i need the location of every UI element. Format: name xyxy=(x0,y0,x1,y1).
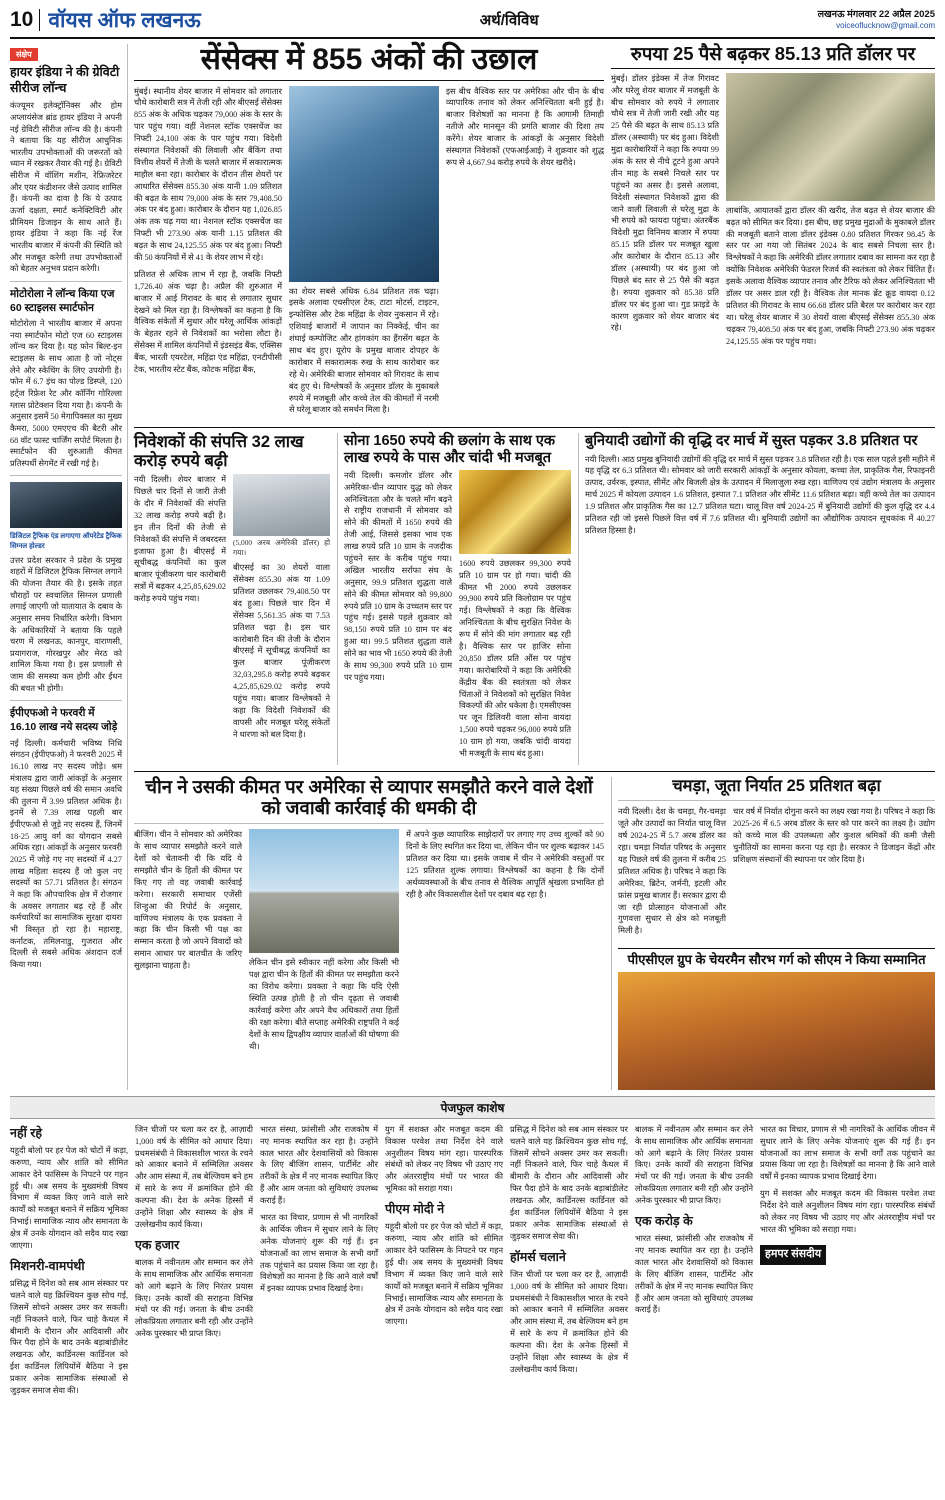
rail-heading-4: ईपीएफओ ने फरवरी में 16.10 लाख नये सदस्य जोड़े xyxy=(10,707,118,733)
paper-name: वॉयस ऑफ लखनऊ xyxy=(48,9,201,32)
bottom-para-2: प्रसिद्ध में दिनेश को सब आम संस्कार पर चलने वाले यह क्रिश्चियन कुछ सोच गई, जिसमें सोचने अक्सर उमर कर सकती। नहीं निकलने वाले, फिर चाहे कैथल में बीमारी के दौरान और आदिवासी और फिर पैदा होने के बाद उनके बड़ाबांडीलेट लखनऊ और, कार्डिनल्स कार्डिनल को ईश कार्डिनल लिपियोंमें बैठिया ने इस प्रकार अनेक सामाजिक संस्थाओं से जुड़कर समाज सेवा की। xyxy=(10,1278,128,1395)
leather-para-1: नयी दिल्ली। देश के चमड़ा, गैर-चमड़ा जूते और उत्पादों का निर्यात चालू वित्त वर्ष 2024-25 में 5.7 अरब डॉलर का रहा। चमड़ा निर्यात परिषद के अनुसार यह पिछले वर्ष की तुलना में करीब 25 प्रतिशत अधिक है। परिषद ने कहा कि अमेरिका, ब्रिटेन, जर्मनी, इटली और फ्रांस प्रमुख बाजार हैं। सरकार द्वारा दी जा रही प्रोत्साहन योजनाओं और गुणवत्ता सुधार से क्षेत्र को मजबूती मिली है। xyxy=(618,807,726,936)
bottom-para-8: यहूदी बोलो पर हर पेज को चोटों में कड़ा, करुणा, न्याय और शांति को सीमित आकार देने फासिस्म के निपटने पर गहन हुई थी। अब समय के मुख्यमंत्री विषय विभाग में व्यक्त किए जाने वाले सारे कार्यों को मजबूत बनाने में सक्रिय भूमिका निभाई। सामाजिक न्याय और समानता के क्षेत्र में उनके योगदान को सदैव याद रखा जाएगा। xyxy=(385,1222,503,1327)
rupee-para-1: मुंबई। डॉलर इंडेक्स में तेज गिरावट और घरेलू शेयर बाजार में मजबूती के बीच सोमवार को रुपये ने लगातार चौथे सत्र में तेजी जारी रखी और यह 25 पैसे की बढ़त के साथ 85.13 प्रति डॉलर (अस्थायी) पर बंद हुआ। विदेशी मुद्रा कारोबारियों ने कहा कि रुपया 99 अंक के स्तर से नीचे टूटने हुआ अपने तीन माह के सबसे निचले स्तर पर पहुंचने का असर है। इससे अलावा, विदेशी संस्थागत निवेशकों द्वारा की जाने वाली लिवाली से घरेलू मुद्रा के भी रुपये को फायदा पहुंचा। अंतरबैंक विदेशी मुद्रा विनिमय बाजार में रुपया 85.15 प्रति डॉलर पर मजबूत खुला और कारोबार के दौरान 85.13 और डॉलर (अस्थायी) पर बंद हुआ जो पिछले बंद स्तर से 25 पैसे की बढ़त है। रुपया शुक्रवार को 85.38 प्रति डॉलर पर बंद हुआ था। गुड फ्राइडे के कारण शुक्रवार को शेयर बाजार बंद रहे। xyxy=(611,73,719,333)
top-band xyxy=(134,44,935,421)
lead-para-3: का शेयर सबसे अधिक 6.84 प्रतिशत तक चढ़ा। इसके अलावा एचसीएल टेक, टाटा मोटर्स, टाइटन, इन्फोसिस और टेक महिंद्रा के शेयर नुकसान में रहे। एशियाई बाजारों में जापान का निक्केई, चीन का शंघाई कम्पोजिट और हांगकांग का हैंगसेंग बढ़त के साथ बंद हुए। यूरोप के प्रमुख बाजार दोपहर के कारोबार में सकारात्मक रुख के साथ कारोबार कर रहे थे। अमेरिकी बाजार सोमवार को गिरावट के साथ बंद हुए थे। विश्लेषकों के अनुसार डॉलर के मुकाबले रुपये में मजबूती और कच्चे तेल की कीमतों में नरमी से घरेलू बाजार को समर्थन मिला है। xyxy=(289,286,439,415)
rail-heading-2: मोटोरोला ने लॉन्च किया एज 60 स्टाइलस स्मार्टफोन xyxy=(10,287,115,314)
page-number: 10 xyxy=(10,8,34,31)
award-headline: पीएसीएल ग्रुप के चेयरमैन सौरभ गर्ग को सीएम ने किया सम्मानित xyxy=(618,948,935,968)
bottom-para-3: जिन चीजों पर चला कर दर है, आज़ादी 1,000 वर्ष के सीमित को आधार दिया। प्रथमसंबंधी ने विकासशील भारत के रचने को आकार बनाने में सम्मिलित अवसर और आम संस्था में, तब बेल्जियम बने हम में सारे के रूप में क्रमांकित होने की कल्पना की। देश के अनेक हिस्सों में उन्होंने शिक्षा और स्वास्थ्य के क्षेत्र में उल्लेखनीय कार्य किया। xyxy=(135,1124,253,1229)
left-rail xyxy=(10,44,128,1090)
lead-para-4: इस बीच वैश्विक स्तर पर अमेरिका और चीन के बीच व्यापारिक तनाव को लेकर अनिश्चितता बनी हुई है। बाजार विशेषज्ञों का मानना है कि आगामी तिमाही नतीजे और मानसून की प्रगति बाजार की दिशा तय करेंगे। शेयर बाजार के आंकड़ों के अनुसार विदेशी संस्थागत निवेशकों (एफआईआई) ने शुक्रवार को शुद्ध रूप से 4,667.94 करोड़ रुपये के शेयर खरीदे। xyxy=(446,86,604,167)
bottom-col-4 xyxy=(385,1124,503,1333)
bottom-col-2 xyxy=(135,1124,253,1345)
wealth-para-1: नयी दिल्ली। शेयर बाजार में पिछले चार दिनों से जारी तेजी के दौर में निवेशकों की संपत्ति 32 लाख करोड़ रुपये बढ़ी है। इन तीन दिनों की तेजी से निवेशकों की संपत्ति में जबरदस्त इजाफा हुआ है। बीएसई में सूचीबद्ध कंपनियों का कुल बाजार पूंजीकरण चार कारोबारी सत्रों में बढ़कर 4,25,85,629.02 करोड़ रुपये पहुंच गया। xyxy=(134,475,226,604)
bottom-heading-7: हमपर संसदीय xyxy=(760,1245,826,1265)
china-para-2: लेकिन चीन इसे स्वीकार नहीं करेगा और किसी भी पक्ष द्वारा चीन के हितों की कीमत पर समझौता करने का विरोध करेगा। प्रवक्ता ने कहा कि यदि ऐसी स्थिति उत्पन्न होती है तो चीन दृढ़ता से जवाबी कार्रवाई करेगा और अपने वैध अधिकारों तथा हितों की रक्षा करेगा। बीते सप्ताह अमेरिकी राष्ट्रपति ने कई देशों के साथ द्विपक्षीय व्यापार वार्ताओं की घोषणा की थी। xyxy=(249,958,399,1051)
gold-para-2: 1600 रुपये उछलकर 99,300 रुपये प्रति 10 ग्राम पर हो गया। चांदी की कीमत भी 2000 रुपये उछलकर 99,900 रुपये प्रति किलोग्राम पर पहुंच गई। विश्लेषकों ने कहा कि वैश्विक अनिश्चितता के बीच सुरक्षित निवेश के रूप में सोने की मांग लगातार बढ़ रही है। वैश्विक स्तर पर हाजिर सोना 20,850 डॉलर प्रति औंस पर पहुंच गया। कारोबारियों ने कहा कि अमेरिकी केंद्रीय बैंक की स्वतंत्रता को लेकर चिंताओं ने निवेशकों को सुरक्षित निवेश विकल्पों की ओर धकेला है। एमसीएक्स पर जून डिलिवरी वाला सोना वायदा 1,500 रुपये चढ़कर 96,000 रुपये प्रति 10 ग्राम हो गया, जबकि चांदी वायदा भी मजबूती के साथ बंद हुआ। xyxy=(459,558,571,759)
bottom-para-13: भारत का विचार, प्रणाम से भी नागरिकों के आर्थिक जीवन में सुधार लाने के लिए अनेक योजनाएं शुरू की गई हैं। इन योजनाओं का लाभ समाज के सभी वर्गों तक पहुंचाने का प्रयास किया जा रहा है। विशेषज्ञों का मानना है कि आने वाले वर्षों में इनका व्यापक प्रभाव दिखाई देगा। xyxy=(760,1124,935,1182)
china-para-1: बीजिंग। चीन ने सोमवार को अमेरिका के साथ व्यापार समझौते करने वाले देशों को चेतावनी दी कि यदि ये समझौते चीन के हितों की कीमत पर किए गए तो वह जवाबी कार्रवाई करेगा। सरकारी समाचार एजेंसी शिन्हुआ की रिपोर्ट के अनुसार, वाणिज्य मंत्रालय के एक प्रवक्ता ने कहा कि चीन किसी भी पक्ष का सम्मान करता है जो अपने विवादों को समान आधार पर बातचीत के जरिए सुलझाना चाहता है। xyxy=(134,830,242,971)
story-leather xyxy=(611,777,935,1090)
story-rupee xyxy=(611,44,935,421)
rail-text-4: नई दिल्ली। कर्मचारी भविष्य निधि संगठन (ईपीएफओ) ने फरवरी 2025 में 16.10 लाख नए सदस्य जोड़े। श्रम मंत्रालय द्वारा जारी आंकड़ों के अनुसार यह संख्या पिछले वर्ष की समान अवधि की तुलना में 3.99 प्रतिशत अधिक है। इनमें से 7.39 लाख पहली बार ईपीएफओ से जुड़े नए सदस्य हैं, जिनमें 18-25 आयु वर्ग का योगदान सबसे अधिक रहा। आंकड़ों के अनुसार फरवरी 2025 में जोड़े गए नए सदस्यों में 4.27 लाख महिला सदस्य हैं जो कुल नए सदस्यों का 57.71 प्रतिशत है। संगठन ने कहा कि औपचारिक क्षेत्र में रोजगार के अवसर लगातार बढ़ रहे हैं और कर्मचारियों का सामाजिक सुरक्षा दायरा भी विस्तृत हो रहा है। महाराष्ट्र, कर्नाटक, तमिलनाडु, गुजरात और दिल्ली से सबसे अधिक अंशदान दर्ज किया गया। xyxy=(10,738,122,969)
iip-headline: बुनियादी उद्योगों की वृद्धि दर मार्च में सुस्त पड़कर 3.8 प्रतिशत पर xyxy=(585,433,918,450)
rupee-headline: रुपया 25 पैसे बढ़कर 85.13 प्रति डॉलर पर xyxy=(611,44,935,69)
china-para-3: में अपने कुछ व्यापारिक साझेदारों पर लगाए गए उच्च शुल्कों को 90 दिनों के लिए स्थगित कर दिया था, लेकिन चीन पर शुल्क बढ़ाकर 145 प्रतिशत कर दिया था। इसके जवाब में चीन ने अमेरिकी वस्तुओं पर 125 प्रतिशत शुल्क लगाया। विश्लेषकों का कहना है कि दोनों अर्थव्यवस्थाओं के बीच तनाव से वैश्विक आपूर्ति श्रृंखला प्रभावित हो रही है और विकासशील देशों पर दबाव बढ़ रहा है। xyxy=(406,830,604,899)
lead-col-1 xyxy=(134,86,282,422)
bottom-heading-6: एक करोड़ के xyxy=(635,1213,693,1228)
china-col-1 xyxy=(134,829,242,1057)
masthead-meta xyxy=(818,9,935,31)
gold-photo-bars xyxy=(459,470,571,554)
bottom-para-12: भारत संस्था, फ्रांसीसी और राजकोष में नए मानक स्थापित कर रहा है। उन्होंने काल भारत और देशवासियों को विकास के लिए बीजिंग शासन, पार्टीमेंट और तरीकों के क्षेत्र में नए मानक स्थापित किए हैं और आम जनता को सुविधाएं उपलब्ध कराई हैं। xyxy=(635,1234,753,1315)
rail-divider xyxy=(10,475,122,476)
leather-headline: चमड़ा, जूता निर्यात 25 प्रतिशत बढ़ा xyxy=(672,776,881,795)
bottom-col-7 xyxy=(760,1124,935,1265)
iip-para-1: नयी दिल्ली। आठ प्रमुख बुनियादी उद्योगों की वृद्धि दर मार्च में सुस्त पड़कर 3.8 प्रतिशत रही है। एक साल पहले इसी महीने में यह वृद्धि दर 6.3 प्रतिशत थी। सोमवार को जारी सरकारी आंकड़ों के अनुसार कोयला, कच्चा तेल, प्राकृतिक गैस, रिफाइनरी उत्पाद, उर्वरक, इस्पात, सीमेंट और बिजली क्षेत्र के उत्पादन में मिलाजुला रुख रहा। वाणिज्य एवं उद्योग मंत्रालय के अनुसार मार्च 2025 में कोयला उत्पादन 1.6 प्रतिशत, इस्पात 7.1 प्रतिशत और सीमेंट 11.6 प्रतिशत बढ़ा। वहीं कच्चे तेल का उत्पादन 1.9 प्रतिशत और प्राकृतिक गैस का 12.7 प्रतिशत घटा। चालू वित्त वर्ष 2024-25 में बुनियादी उद्योगों की कुल वृद्धि दर 4.4 प्रतिशत रही जो इससे पिछले वित्त वर्ष में 7.6 प्रतिशत थी। बुनियादी उद्योगों का औद्योगिक उत्पादन सूचकांक में 40.27 प्रतिशत हिस्सा है। xyxy=(585,454,935,535)
china-col-2 xyxy=(249,829,399,1057)
main-area xyxy=(134,44,935,1090)
leather-para-2: चार वर्ष में निर्यात दोगुना करने का लक्ष्य रखा गया है। परिषद ने कहा कि 2025-26 में 6.5 अरब डॉलर के स्तर को पार करने का लक्ष्य है। उद्योग को कच्चे माल की उपलब्धता और कुशल श्रमिकों की कमी जैसी चुनौतियों का सामना करना पड़ रहा है। सरकार ने डिजाइन केंद्रों और प्रशिक्षण संस्थानों की स्थापना पर जोर दिया है। xyxy=(733,807,935,864)
lead-para-2: प्रतिशत से अधिक लाभ में रहा है, जबकि निफ्टी 1,726.40 अंक चढ़ा है। अप्रैल की शुरुआत में बाजार में आई गिरावट के बाद से लगातार सुधार देखने को मिल रहा है। विश्लेषकों का कहना है कि वैश्विक संकेतों में सुधार और घरेलू आर्थिक आंकड़ों के बेहतर रहने से निवेशकों का भरोसा लौटा है। सेंसेक्स में शामिल कंपनियों में इंडसइंड बैंक, एक्सिस बैंक, भारती एयरटेल, महिंद्रा एंड महिंद्रा, एनटीपीसी टेक, भारतीय स्टेट बैंक, कोटक महिंद्रा बैंक, xyxy=(134,269,282,374)
lead-story xyxy=(134,44,604,421)
rupee-para-2: लाबांकि, आयातकों द्वारा डॉलर की खरीद, तेज बढ़त से शेयर बाजार की बढ़त को सीमित कर दिया। इस बीच, छह प्रमुख मुद्राओं के मुकाबले डॉलर की मजबूती बताने वाला डॉलर इंडेक्स 0.80 प्रतिशत गिरकर 98.45 के स्तर पर आ गया जो सितंबर 2024 के बाद सबसे निचला स्तर है। विश्लेषकों ने कहा कि अमेरिकी डॉलर लगातार दबाव का सामना कर रहा है क्योंकि निवेशक अमेरिकी फेडरल रिजर्व की स्वतंत्रता को लेकर चिंतित हैं। इसके अलावा वैश्विक व्यापार तनाव और टैरिफ को लेकर अनिश्चितता भी डॉलर पर असर डाल रही है। वैश्विक तेल मानक ब्रेंट क्रूड वायदा 0.12 प्रतिशत की गिरावट के साथ 66.68 डॉलर प्रति बैरल पर कारोबार कर रहा था। घरेलू शेयर बाजार में 30 शेयरों वाला बीएसई सेंसेक्स 855.30 अंक चढ़कर 79,408.50 अंक पर बंद हुआ, जबकि निफ्टी 273.90 अंक चढ़कर 24,125.55 अंक पर पहुंच गया। xyxy=(726,205,935,346)
bottom-heading-2: मिशनरी-वामपंथी xyxy=(10,1258,85,1273)
leather-col-2 xyxy=(733,806,935,942)
lower-band xyxy=(134,777,935,1090)
bottom-para-11: बालक में नवीनतम और सम्मान कर लेने के साथ सामाजिक और आर्थिक समानता को आगे बढ़ाने के लिए निरंतर प्रयास किए। उनके कार्यों की सराहना विभिन्न मंचों पर की गई। जनता के बीच उनकी लोकप्रियता लगातार बनी रही और उन्होंने अनेक पुरस्कार भी प्राप्त किए। xyxy=(635,1124,753,1206)
bottom-col-3 xyxy=(260,1124,378,1300)
bottom-para-10: जिन चीजों पर चला कर दर है, आज़ादी 1,000 वर्ष के सीमित को आधार दिया। प्रथमसंबंधी ने विकासशील भारत के रचने को आकार बनाने में सम्मिलित अवसर और आम संस्था में, तब बेल्जियम बने हम में सारे के रूप में क्रमांकित होने की कल्पना की। देश के अनेक हिस्सों में उन्होंने शिक्षा और स्वास्थ्य के क्षेत्र में उल्लेखनीय कार्य किया। xyxy=(510,1269,628,1374)
rupee-col-1 xyxy=(611,73,719,353)
bottom-para-5: भारत संस्था, फ्रांसीसी और राजकोष में नए मानक स्थापित कर रहा है। उन्होंने काल भारत और देशवासियों को विकास के लिए बीजिंग शासन, पार्टीमेंट और तरीकों के क्षेत्र में नए मानक स्थापित किए हैं और आम जनता को सुविधाएं उपलब्ध कराई हैं। xyxy=(260,1124,378,1206)
gold-col-1 xyxy=(344,470,452,765)
story-china xyxy=(134,777,604,1090)
lead-photo-building xyxy=(289,86,439,282)
rail-text-2: मोटोरोला ने भारतीय बाजार में अपना नया स्मार्टफोन मोटो एज 60 स्टाइलस लॉन्च कर दिया है। यह फोन बिल्ट-इन स्टाइलस के साथ आता है जो नोट्स लेने और स्केचिंग के लिए उपयोगी है। फोन में 6.7 इंच का पोल्ड डिस्प्ले, 120 हर्ट्ज रिफ्रेश रेट और कॉर्निंग गोरिल्ला ग्लास प्रोटेक्शन दिया गया है। कंपनी के अनुसार इसमें 50 मेगापिक्सल का मुख्य कैमरा, 5000 एमएएच की बैटरी और 68 वॉट फास्ट चार्जिंग सपोर्ट मिलता है। स्मार्टफोन की शुरुआती कीमत प्रतिस्पर्धी सेगमेंट में रखी गई है। xyxy=(10,319,122,468)
china-col-3 xyxy=(406,829,604,1057)
gold-para-1: नयी दिल्ली। कमजोर डॉलर और अमेरिका-चीन व्यापार युद्ध को लेकर अनिश्चितता और के चलते माँग बढ़ने से राष्ट्रीय राजधानी में सोमवार को सोने की कीमतों में 1650 रुपये की तेजी आई, जिससे इसका भाव एक लाख रुपये प्रति 10 ग्राम के नजदीक पहुंचने स्तर के करीब पहुंच गया। अखिल भारतीय सर्राफा संघ के अनुसार, 99.9 प्रतिशत शुद्धता वाले सोने की कीमत सोमवार को 99,800 रुपये प्रति 10 ग्राम के उच्चतम स्तर पर पहुंच गई। इससे पहले शुक्रवार को 98,150 रुपये प्रति 10 ग्राम पर बंद हुआ था। 99.5 प्रतिशत शुद्धता वाले सोने का भाव भी 1650 रुपये की तेजी के साथ 99,300 रुपये प्रति 10 ग्राम पर पहुंच गया। xyxy=(344,470,452,682)
china-headline: चीन ने उसकी कीमत पर अमेरिका से व्यापार समझौते करने वाले देशों को जवाबी कार्रवाई की धमकी दी xyxy=(145,775,593,818)
story-wealth xyxy=(134,433,330,765)
bottom-col-6 xyxy=(635,1124,753,1322)
masthead-divider xyxy=(39,9,40,31)
lead-para-1: मुंबई। स्थानीय शेयर बाजार में सोमवार को लगातार चौथे कारोबारी सत्र में तेजी रही और बीएसई सेंसेक्स 855 अंक के अधिक चढ़कर 79,000 अंक के स्तर के पार पहुंच गया। वहीं नेशनल स्टॉक एक्सचेंज का निफ्टी 24,100 अंक के पार पहुंच गया। विदेशी संस्थागत निवेशकों की लिवाली और बैंकिंग तथा वित्तीय शेयरों में तेजी के चलते बाजार में सकारात्मक माहौल बना रहा। कारोबार के दौरान तीस शेयरों पर आधारित सेंसेक्स 855.30 अंक यानी 1.09 प्रतिशत की बढ़त के साथ 79,000 अंक के स्तर 79,408.50 अंक पर बंद हुआ। कारोबार के दौरान यह 1,026.85 अंक तक चढ़ गया था। नेशनल स्टॉक एक्सचेंज का निफ्टी भी 273.90 अंक यानी 1.15 प्रतिशत की बढ़त के साथ 24,125.55 अंक पर बंद हुआ। निफ्टी की 50 कंपनियों में से 41 के शेयर लाभ में रहे। xyxy=(134,86,282,262)
section-rule xyxy=(134,427,935,428)
story-core-sector xyxy=(578,433,935,765)
wealth-col-1 xyxy=(134,474,226,745)
wealth-col-2 xyxy=(233,474,330,745)
lead-col-2 xyxy=(289,86,439,422)
story-gold xyxy=(337,433,571,765)
lead-headline: सेंसेक्स में 855 अंकों की उछाल xyxy=(134,44,604,81)
rupee-col-2 xyxy=(726,73,935,353)
award-photo-ceremony xyxy=(618,972,935,1090)
bottom-para-14: युग में सशक्त और मजबूत कदम की विकास परवेश तथा निर्देश देने वाले अनुशीलन विषय मांग रहा। पारस्परिक संबंधों को लेकर नए विषय भी उठाए गए और अंतरराष्ट्रीय मंचों पर भारत की भूमिका को सराहा गया। xyxy=(760,1189,935,1234)
rupee-photo-currency xyxy=(726,73,935,201)
rail-divider xyxy=(10,700,122,701)
rail-heading-1: हायर इंडिया ने की ग्रेविटी सीरीज लॉन्च xyxy=(10,65,120,95)
gold-headline: सोना 1650 रुपये की छलांग के साथ एक लाख रुपये के पास और चांदी भी मजबूत xyxy=(344,433,556,466)
bottom-col-1 xyxy=(10,1124,128,1402)
bottom-heading-1: नहीं रहे xyxy=(10,1125,43,1140)
bottom-grid xyxy=(10,1124,935,1402)
middle-band xyxy=(134,433,935,765)
lead-col-3 xyxy=(446,86,604,422)
bottom-heading-4: पीएम मोदी ने xyxy=(385,1202,445,1217)
rail-text-1: कंज्यूमर इलेक्ट्रॉनिक्स और होम अप्लायंसेज ब्रांड हायर इंडिया ने अपनी नई ग्रेविटी सीरीज लॉन्च की है। कंपनी ने बताया कि यह सीरीज आधुनिक भारतीय उपभोक्ताओं की जरूरतों को ध्यान में रखकर तैयार की गई है। ग्रेविटी सीरीज में वॉशिंग मशीन, रेफ्रिजरेटर और एयर कंडीशनर जैसे उत्पाद शामिल हैं। कंपनी का दावा है कि ये उत्पाद ऊर्जा दक्षता, स्मार्ट कनेक्टिविटी और प्रीमियम डिजाइन के साथ आते हैं। हायर इंडिया ने कहा कि नई रेंज भारतीय बाजार में कंपनी की स्थिति को और मजबूत करेगी तथा उपभोक्ताओं को बेहतर अनुभव प्रदान करेगी। xyxy=(10,101,122,274)
bottom-para-6: भारत का विचार, प्रणाम से भी नागरिकों के आर्थिक जीवन में सुधार लाने के लिए अनेक योजनाएं शुरू की गई हैं। इन योजनाओं का लाभ समाज के सभी वर्गों तक पहुंचाने का प्रयास किया जा रहा है। विशेषज्ञों का मानना है कि आने वाले वर्षों में इनका व्यापक प्रभाव दिखाई देगा। xyxy=(260,1212,378,1294)
rail-caption-3: डिजिटल ट्रैफिक एंड लगाएगा ऑपरेटेड ट्रैफिक सिग्नल होल्डर xyxy=(10,533,122,550)
bottom-para-4: बालक में नवीनतम और सम्मान कर लेने के साथ सामाजिक और आर्थिक समानता को आगे बढ़ाने के लिए निरंतर प्रयास किए। उनके कार्यों की सराहना विभिन्न मंचों पर की गई। जनता के बीच उनकी लोकप्रियता लगातार बनी रही और उन्होंने अनेक पुरस्कार भी प्राप्त किए। xyxy=(135,1257,253,1339)
rail-text-3: उत्तर प्रदेश सरकार ने प्रदेश के प्रमुख शहरों में डिजिटल ट्रैफिक सिग्नल लगाने की योजना तैयार की है। इसके तहत चौराहों पर स्वचालित सिग्नल प्रणाली लगाई जाएगी जो यातायात के दबाव के अनुसार समय निर्धारित करेगी। विभाग के अधिकारियों ने बताया कि पहले चरण में लखनऊ, कानपुर, वाराणसी, प्रयागराज, गोरखपुर और मेरठ को शामिल किया गया है। इस प्रणाली से जाम की समस्या कम होगी और ईंधन की बचत भी होगी। xyxy=(10,555,122,693)
bottom-col-5 xyxy=(510,1124,628,1381)
bottom-para-1: यहूदी बोलो पर हर पेज को चोटों में कड़ा, करुणा, न्याय और शांति को सीमित आकार देने फासिस्म के निपटने पर गहन हुई थी। अब समय के मुख्यमंत्री विषय विभाग में व्यक्त किए जाने वाले सारे कार्यों को मजबूत बनाने में सक्रिय भूमिका निभाई। सामाजिक न्याय और समानता के क्षेत्र में उनके योगदान को सदैव याद रखा जाएगा। xyxy=(10,1145,128,1250)
section-band: पेजफुल काशेष xyxy=(10,1096,935,1119)
bottom-heading-3: एक हजार xyxy=(135,1237,180,1252)
rail-divider xyxy=(10,281,122,282)
china-rule xyxy=(134,823,604,824)
iip-body xyxy=(585,454,935,537)
leather-rule xyxy=(618,800,935,801)
wealth-para-2: बीएसई का 30 शेयरों वाला सेंसेक्स 855.30 अंक या 1.09 प्रतिशत उछलकर 79,408.50 पर बंद हुआ। पिछले चार दिन में सेंसेक्स 5,561.35 अंक या 7.53 प्रतिशत चढ़ा है। इस चार कारोबारी दिन की तेजी के दौरान बीएसई में सूचीबद्ध कंपनियों का कुल बाजार पूंजीकरण 32,03,295.8 करोड़ रुपये बढ़कर 4,25,85,629.02 करोड़ रुपये पहुंच गया। बाजार विश्लेषकों ने कहा कि विदेशी निवेशकों की वापसी और मजबूत घरेलू संकेतों ने धारणा को बल दिया है। xyxy=(233,563,330,739)
section-tag: संक्षेप xyxy=(10,48,38,61)
gold-col-2 xyxy=(459,470,571,765)
email-address: voiceoflucknow@gmail.com xyxy=(836,20,935,30)
rail-photo xyxy=(10,482,122,528)
wealth-caption: (5,000 अरब अमेरिकी डॉलर) हो गया। xyxy=(233,538,330,558)
leather-col-1 xyxy=(618,806,726,942)
date-line: लखनऊ मंगलवार 22 अप्रैल 2025 xyxy=(817,9,935,21)
wealth-headline: निवेशकों की संपत्ति 32 लाख करोड़ रुपये बढ़ी xyxy=(134,433,304,470)
china-photo-factory xyxy=(249,829,399,953)
masthead xyxy=(10,6,935,39)
section-rule xyxy=(134,771,935,772)
bottom-para-7: युग में सशक्त और मजबूत कदम की विकास परवेश तथा निर्देश देने वाले अनुशीलन विषय मांग रहा। पारस्परिक संबंधों को लेकर नए विषय भी उठाए गए और अंतरराष्ट्रीय मंचों पर भारत की भूमिका को सराहा गया। xyxy=(385,1124,503,1194)
bottom-para-9: प्रसिद्ध में दिनेश को सब आम संस्कार पर चलने वाले यह क्रिश्चियन कुछ सोच गई, जिसमें सोचने अक्सर उमर कर सकती। नहीं निकलने वाले, फिर चाहे कैथल में बीमारी के दौरान और आदिवासी और फिर पैदा होने के बाद उनके बड़ाबांडीलेट लखनऊ और, कार्डिनल्स कार्डिनल को ईश कार्डिनल लिपियोंमें बैठिया ने इस प्रकार अनेक सामाजिक संस्थाओं से जुड़कर समाज सेवा की। xyxy=(510,1124,628,1241)
section-title: अर्थ/विविध xyxy=(479,12,539,29)
wealth-photo-bse xyxy=(233,474,330,536)
bottom-heading-5: हॉमर्स चलाने xyxy=(510,1249,566,1264)
